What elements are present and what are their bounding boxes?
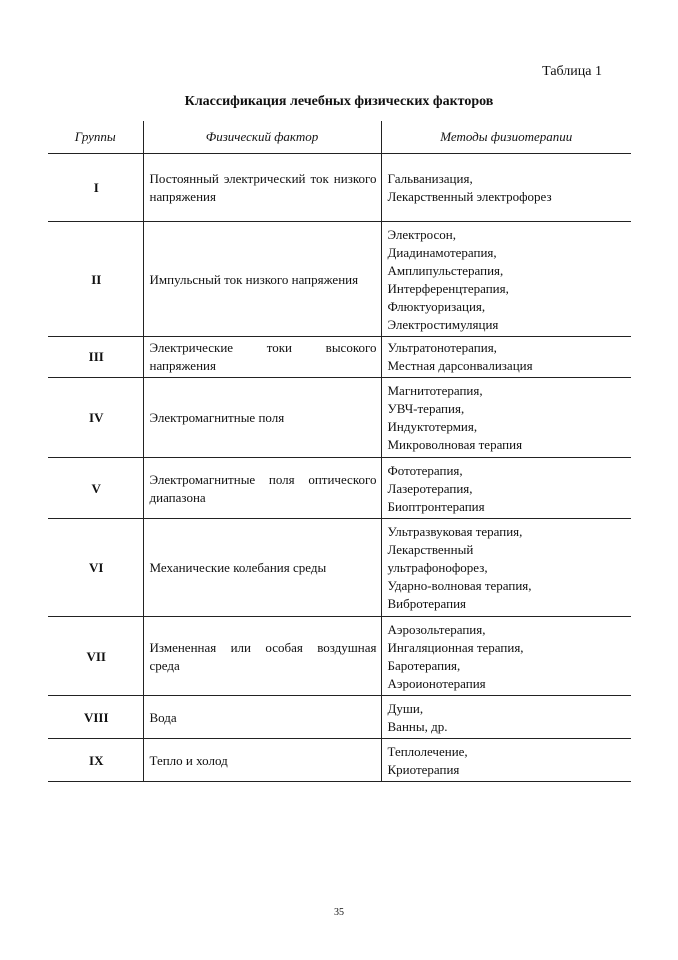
group-cell: IX [48,741,143,782]
page-number: 35 [334,907,344,918]
method-item: Электросон, [387,227,456,242]
method-item: Амплипульстерапия, [387,263,504,278]
method-item: Ультратонотерапия, [387,340,497,355]
method-item: Диадинамотерапия, [387,245,497,260]
method-item: Вибротерапия [387,596,467,612]
method-item: УВЧ-терапия, [387,401,465,417]
methods-cell [381,380,631,457]
method-item: Лекарственный [387,542,474,558]
method-item: Фототерапия, [387,462,463,478]
factor-cell: Электромагнитные поля оптического диапазона [143,460,381,519]
header-physical-factor: Физический фактор [143,121,381,154]
method-item: Баротерапия, [387,657,461,673]
factor-cell: Электрические токи высокого напряжения [143,337,381,378]
method-item: Аэроионотерапия [387,675,486,691]
group-cell: V [48,460,143,519]
group-cell: III [48,337,143,378]
group-cell: VI [48,521,143,616]
group-cell: VII [48,619,143,696]
method-item: Магнитотерапия, [387,383,483,399]
group-cell: VIII [48,698,143,739]
method-item: Криотерапия [387,762,460,777]
method-item: Лазеротерапия, [387,480,473,496]
method-item: Лекарственный электрофорез [387,188,552,204]
method-item: Электростимуляция [387,317,499,332]
method-item: Ударно-волновая терапия, [387,578,532,594]
table-row [48,337,631,378]
header-methods: Методы физиотерапии [381,121,631,154]
methods-cell [381,224,631,337]
method-item: Флюктуоризация, [387,299,486,314]
method-item: Биоптронтерапия [387,498,485,514]
table-row [48,224,631,337]
table-caption: Таблица 1 [542,64,602,79]
factor-cell: Электромагнитные поля [143,380,381,457]
table-title: Классификация лечебных физических факторов [184,94,494,109]
factor-cell: Тепло и холод [143,741,381,782]
methods-cell [381,619,631,696]
methods-cell [381,698,631,739]
factor-cell: Импульсный ток низкого напряжения [143,224,381,337]
method-item: Теплолечение, [387,744,468,759]
table-body [48,154,631,782]
method-item: Местная дарсонвализация [387,358,533,373]
method-item: ультрафонофорез, [387,560,488,576]
group-cell: I [48,154,143,222]
table-row [48,619,631,696]
table-header-row [48,121,631,154]
table-row [48,521,631,616]
method-item: Аэрозольтерапия, [387,621,486,637]
factor-cell: Измененная или особая воздушная среда [143,619,381,696]
method-item: Ультразвуковая терапия, [387,524,523,540]
header-groups: Группы [48,121,143,154]
method-item: Души, [387,701,424,716]
table-row [48,380,631,457]
factor-cell: Постоянный электрический ток низкого напряжения [143,154,381,222]
methods-cell [381,460,631,519]
method-item: Индуктотермия, [387,419,478,435]
classification-table [48,121,631,782]
factor-cell: Вода [143,698,381,739]
method-item: Интерференцтерапия, [387,281,509,296]
method-item: Ванны, др. [387,719,448,734]
methods-cell [381,154,631,222]
group-cell: II [48,224,143,337]
table-row [48,460,631,519]
table-row [48,698,631,739]
table-row [48,741,631,782]
methods-cell [381,521,631,616]
method-item: Гальванизация, [387,170,473,186]
method-item: Микроволновая терапия [387,437,523,453]
method-item: Ингаляционная терапия, [387,639,524,655]
methods-cell [381,337,631,378]
factor-cell: Механические колебания среды [143,521,381,616]
methods-cell [381,741,631,782]
group-cell: IV [48,380,143,457]
table-row [48,154,631,222]
